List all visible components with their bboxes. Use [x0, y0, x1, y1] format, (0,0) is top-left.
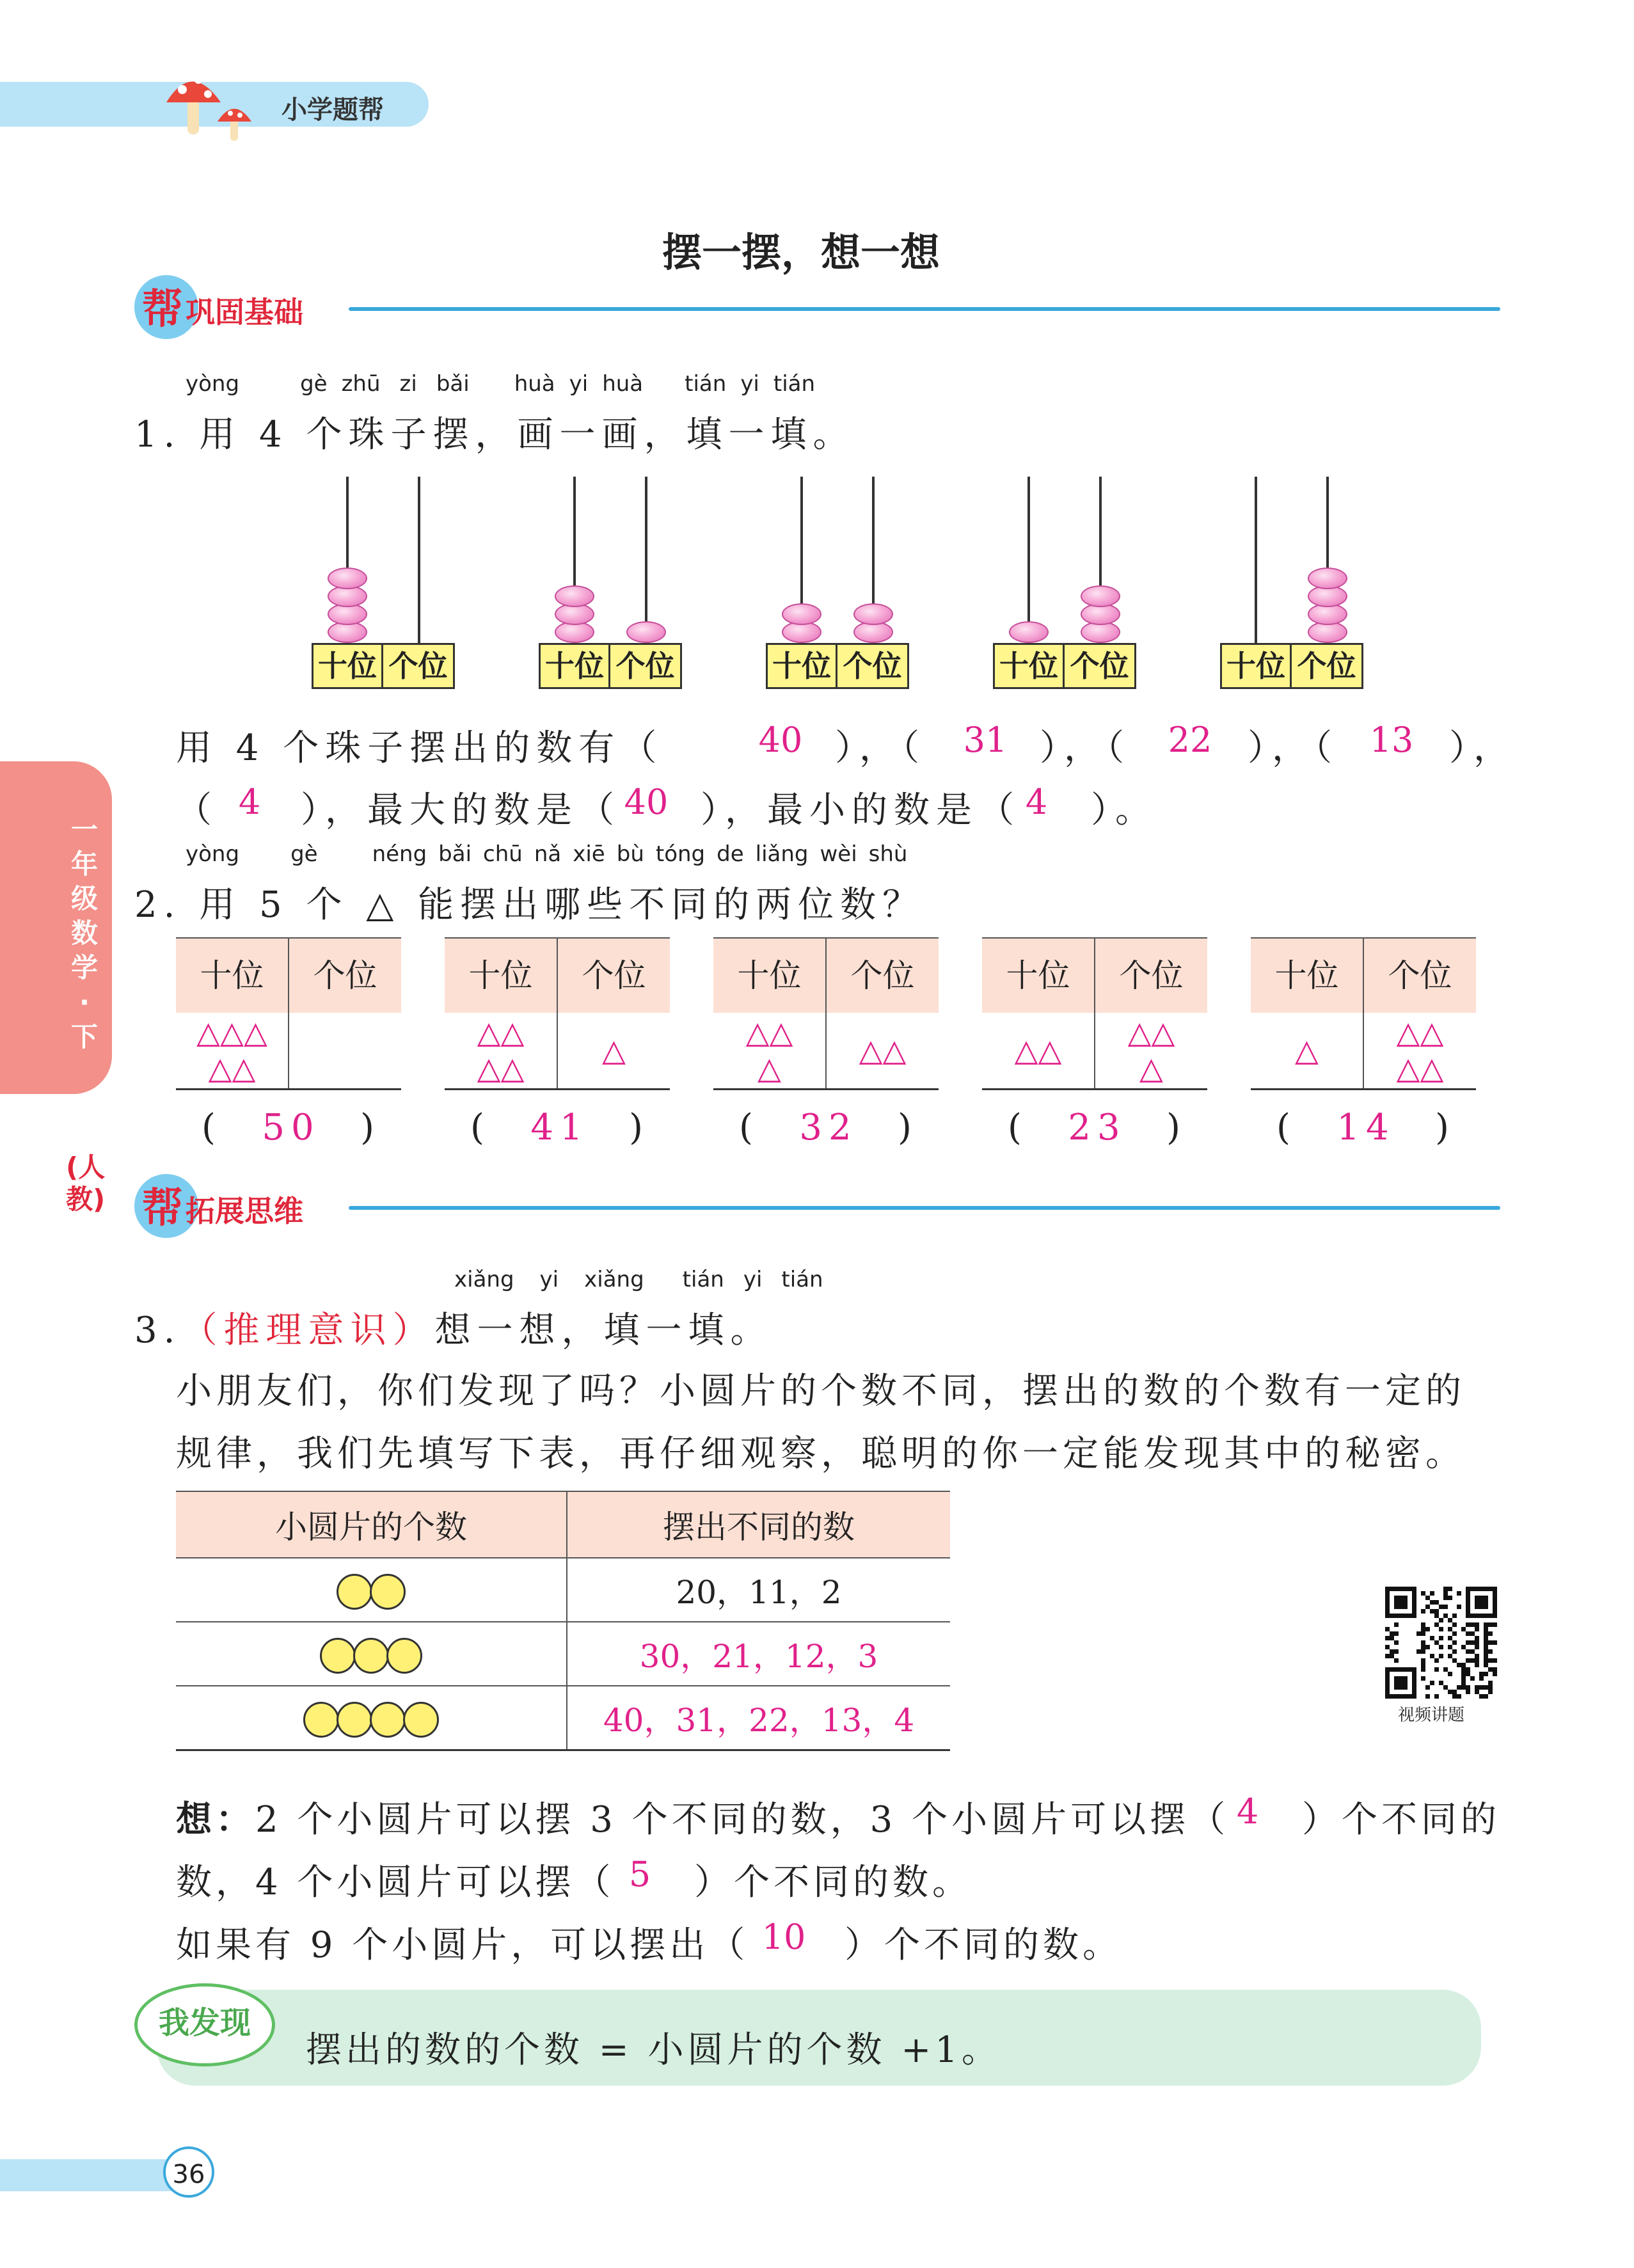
place-label: 个位	[1292, 643, 1363, 689]
answer-paren: ( 50 )	[202, 1107, 381, 1148]
column-header: 个位	[1388, 957, 1452, 994]
place-label: 个位	[610, 643, 682, 689]
abacus-rod	[1027, 477, 1030, 643]
abacus-base	[993, 643, 1136, 689]
bead	[1308, 567, 1347, 589]
place-value-table	[1251, 937, 1476, 1090]
table-header	[713, 937, 939, 1013]
mushroom-icon	[163, 61, 259, 144]
answer-blank[interactable]: 4	[1236, 1791, 1259, 1832]
think-line: ）个不同的数。	[694, 1862, 972, 1903]
place-value-table	[445, 937, 670, 1090]
qr-code[interactable]	[1385, 1587, 1497, 1699]
discovery-text: 摆出的数的个数 = 小圆片的个数 +1。	[306, 2029, 1001, 2071]
think-line: ）个不同的数。	[845, 1924, 1122, 1966]
table-header	[1251, 937, 1476, 1013]
answer-blank[interactable]: 13	[1369, 720, 1414, 760]
think-line: ）个不同的	[1302, 1799, 1500, 1841]
bead	[1009, 621, 1049, 643]
section-divider	[349, 307, 1500, 311]
table-header	[176, 1491, 950, 1558]
page-title: 摆一摆，想一想	[662, 229, 940, 276]
circles-cell	[176, 1686, 567, 1750]
abacus-base	[1220, 643, 1363, 689]
section-divider	[349, 1206, 1500, 1210]
table-row	[176, 1558, 950, 1622]
numbers-cell[interactable]: 40，31，22，13，4	[567, 1686, 950, 1750]
column-header: 个位	[582, 957, 646, 994]
place-label: 个位	[1065, 643, 1136, 689]
circle-chip	[337, 1574, 372, 1610]
table-header	[445, 937, 670, 1013]
place-label: 个位	[383, 643, 455, 689]
bead	[328, 567, 367, 589]
circle-chip	[303, 1702, 339, 1738]
discovery-badge: 我发现	[134, 1983, 275, 2066]
question-2: 2. 用 5 个 △ 能摆出哪些不同的两位数？	[134, 884, 925, 926]
abacus-base	[539, 643, 682, 689]
edition-label: (人教)	[66, 1152, 106, 1215]
tens-cell[interactable]: △△ △	[713, 1013, 827, 1088]
table-row	[176, 1686, 950, 1750]
circle-chip	[337, 1702, 372, 1738]
section-title: 巩固基础	[186, 295, 303, 329]
table-row	[176, 1013, 401, 1088]
min-label: ），最小的数是（	[701, 789, 1020, 831]
table-header	[982, 937, 1207, 1013]
paren-sep: ），	[1449, 727, 1516, 769]
think-line: 如果有 9 个小圆片，可以摆出（	[176, 1924, 749, 1966]
place-value-table	[176, 937, 401, 1090]
qr-caption: 视频讲题	[1398, 1706, 1465, 1725]
answer-blank[interactable]: 40	[624, 782, 669, 822]
column-header: 十位	[176, 939, 289, 1013]
question-1: 1. 用 4 个珠子摆，画一画，填一填。	[134, 414, 855, 456]
bead	[626, 621, 666, 643]
paren-sep: ），（	[835, 727, 926, 769]
table-row	[176, 1622, 950, 1686]
circle-chip	[370, 1574, 406, 1610]
answer-blank[interactable]: 41	[530, 1107, 589, 1148]
tens-cell[interactable]: △△	[982, 1013, 1095, 1088]
bead	[853, 603, 893, 625]
place-value-table	[713, 937, 939, 1090]
table-row	[1251, 1013, 1476, 1088]
sentence-end: ）。	[1091, 789, 1157, 831]
ones-cell[interactable]: △	[602, 1033, 626, 1068]
think-line: 数，4 个小圆片可以摆（	[176, 1862, 615, 1903]
bead	[1081, 585, 1120, 607]
tens-cell[interactable]: △△ △△	[445, 1013, 558, 1088]
place-label: 十位	[539, 643, 610, 689]
answer-blank[interactable]: 10	[761, 1917, 806, 1957]
answer-blank[interactable]: 14	[1337, 1107, 1395, 1148]
pinyin-row: xiǎng yi xiǎng tián yi tián	[454, 1267, 823, 1292]
abacus-rod	[418, 477, 420, 643]
circle-chip	[353, 1638, 389, 1674]
section-badge-label: 帮	[142, 286, 183, 333]
column-header: 十位	[445, 939, 558, 1013]
abacus-rod	[1255, 477, 1257, 643]
answer-blank[interactable]: 40	[758, 720, 803, 760]
abacus-rod	[645, 477, 647, 643]
numbers-cell: 20，11，2	[567, 1558, 950, 1622]
brand-label: 小学题帮	[282, 95, 384, 125]
column-header: 十位	[1251, 939, 1364, 1013]
section-badge-label: 帮	[142, 1185, 183, 1232]
tens-cell[interactable]: △△△ △△	[176, 1013, 289, 1088]
think-label: 想：	[176, 1798, 255, 1841]
answer-blank[interactable]: 32	[799, 1107, 858, 1148]
answer-paren: ( 32 )	[739, 1107, 918, 1148]
place-value-table	[982, 937, 1207, 1090]
answer-blank[interactable]: 50	[262, 1107, 321, 1148]
paren-sep: ），（	[1040, 727, 1130, 769]
column-header: 十位	[713, 939, 827, 1013]
max-label: ），最大的数是（	[301, 789, 621, 831]
place-label: 十位	[312, 643, 383, 689]
column-header: 个位	[850, 957, 915, 994]
ones-cell[interactable]: △△ △△	[1396, 1015, 1444, 1086]
answer-blank[interactable]: 4	[238, 782, 261, 822]
pinyin-row: yòng gè zhū zi bǎi huà yi huà tián yi tián	[186, 371, 816, 397]
numbers-cell[interactable]: 30，21，12，3	[567, 1622, 950, 1686]
abacus-base	[766, 643, 909, 689]
answer-blank[interactable]: 31	[963, 720, 1008, 760]
pinyin-row: yòng gè néng bǎi chū nǎ xiē bù tóng de liǎng wèi shù	[186, 841, 908, 867]
circle-chip	[386, 1638, 422, 1674]
table-row	[982, 1013, 1207, 1088]
q1-answer-line: 用 4 个珠子摆出的数有（	[176, 727, 663, 769]
column-header: 个位	[1119, 957, 1184, 994]
place-label: 十位	[1220, 643, 1292, 689]
grade-label: 一年级数学·下	[70, 814, 98, 1052]
place-label: 十位	[766, 643, 837, 689]
table-header	[176, 937, 401, 1013]
answer-blank[interactable]: 5	[628, 1854, 651, 1894]
question-3: 3.（推理意识）想一想，填一填。	[134, 1310, 773, 1351]
circles-table	[176, 1491, 950, 1751]
paren-open: （	[176, 789, 218, 831]
circles-cell	[176, 1558, 567, 1622]
answer-paren: ( 41 )	[470, 1107, 649, 1148]
place-label: 十位	[993, 643, 1065, 689]
circle-chip	[370, 1702, 406, 1738]
section-title: 拓展思维	[186, 1194, 303, 1228]
tens-cell[interactable]: △	[1251, 1013, 1364, 1088]
circles-cell	[176, 1622, 567, 1686]
ones-cell[interactable]: △△ △	[1127, 1015, 1175, 1086]
column-header: 个位	[313, 957, 377, 994]
circle-chip	[320, 1638, 356, 1674]
think-line: 想：2 个小圆片可以摆 3 个不同的数，3 个小圆片可以摆（	[176, 1798, 1230, 1841]
ones-cell[interactable]	[289, 1013, 401, 1088]
circle-chip	[403, 1702, 439, 1738]
paragraph: 规律，我们先填写下表，再仔细观察，聪明的你一定能发现其中的秘密。	[176, 1433, 1466, 1475]
paragraph: 小朋友们，你们发现了吗？小圆片的个数不同，摆出的数的个数有一定的	[176, 1370, 1466, 1412]
place-label: 个位	[837, 643, 909, 689]
answer-paren: ( 14 )	[1276, 1107, 1456, 1148]
table-row	[445, 1013, 670, 1088]
answer-blank[interactable]: 22	[1168, 720, 1212, 760]
answer-paren: ( 23 )	[1008, 1107, 1187, 1148]
ones-cell[interactable]: △△	[859, 1033, 907, 1068]
answer-blank[interactable]: 23	[1068, 1107, 1127, 1148]
column-header: 小圆片的个数	[176, 1491, 567, 1558]
column-header: 十位	[982, 939, 1095, 1013]
bead	[555, 585, 594, 607]
abacus-base	[312, 643, 455, 689]
table-row	[713, 1013, 939, 1088]
paren-sep: ），（	[1248, 727, 1338, 769]
answer-blank[interactable]: 4	[1025, 782, 1048, 822]
column-header: 摆出不同的数	[567, 1491, 950, 1558]
reasoning-tag: （推理意识）	[181, 1310, 435, 1351]
bead	[782, 603, 821, 625]
page-number: 36	[163, 2146, 214, 2198]
